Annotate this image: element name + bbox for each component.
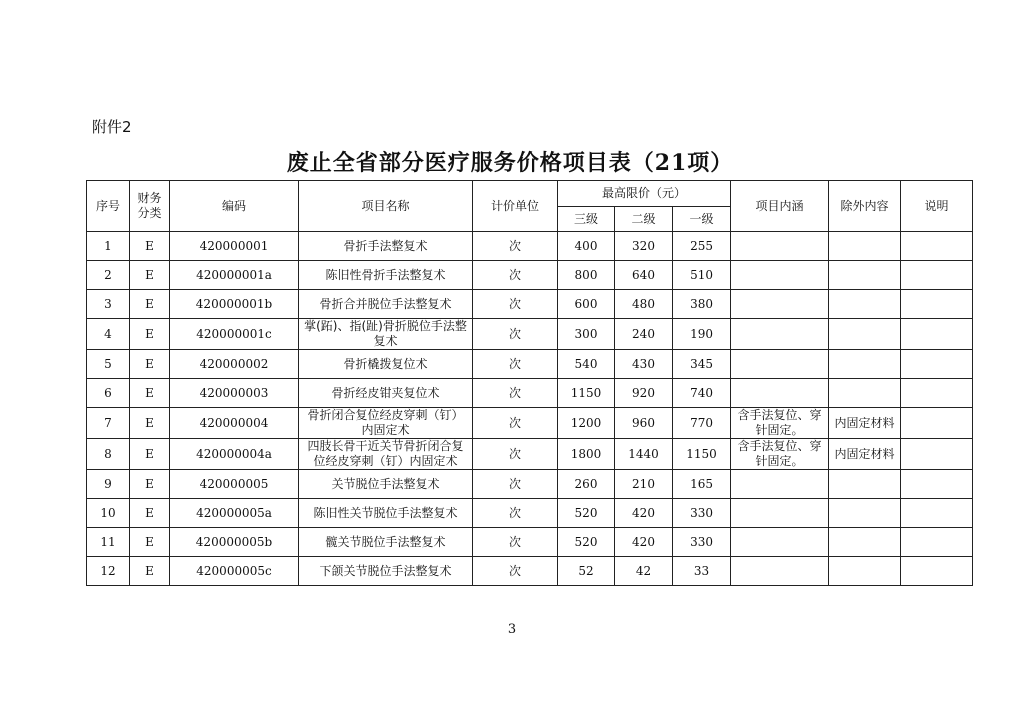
cell-note	[901, 470, 973, 499]
header-content: 项目内涵	[731, 181, 829, 232]
cell-level1: 165	[673, 470, 731, 499]
cell-level3: 1200	[558, 408, 615, 439]
cell-level3: 1150	[558, 379, 615, 408]
header-level1: 一级	[673, 207, 731, 232]
cell-category: E	[130, 499, 170, 528]
cell-note	[901, 261, 973, 290]
cell-code: 420000005	[170, 470, 299, 499]
header-note: 说明	[901, 181, 973, 232]
cell-note	[901, 319, 973, 350]
cell-level2: 1440	[615, 439, 673, 470]
cell-level1: 345	[673, 350, 731, 379]
cell-level2: 640	[615, 261, 673, 290]
cell-content	[731, 379, 829, 408]
table-body	[87, 232, 973, 586]
cell-content	[731, 232, 829, 261]
header-row	[87, 181, 973, 207]
table-row	[87, 379, 973, 408]
cell-level1: 380	[673, 290, 731, 319]
cell-level2: 42	[615, 557, 673, 586]
cell-unit: 次	[473, 439, 558, 470]
table-row	[87, 439, 973, 470]
cell-level3: 1800	[558, 439, 615, 470]
cell-category: E	[130, 379, 170, 408]
cell-seq: 7	[87, 408, 130, 439]
cell-level1: 255	[673, 232, 731, 261]
cell-category: E	[130, 319, 170, 350]
cell-level2: 430	[615, 350, 673, 379]
cell-level2: 420	[615, 499, 673, 528]
cell-note	[901, 379, 973, 408]
table-row	[87, 232, 973, 261]
cell-code: 420000003	[170, 379, 299, 408]
header-name: 项目名称	[299, 181, 473, 232]
cell-level3: 540	[558, 350, 615, 379]
cell-seq: 12	[87, 557, 130, 586]
cell-name: 髋关节脱位手法整复术	[299, 528, 473, 557]
cell-level1: 1150	[673, 439, 731, 470]
cell-content	[731, 470, 829, 499]
cell-content	[731, 261, 829, 290]
cell-code: 420000001b	[170, 290, 299, 319]
table-row	[87, 557, 973, 586]
cell-exclusion	[829, 499, 901, 528]
cell-level1: 33	[673, 557, 731, 586]
cell-code: 420000001a	[170, 261, 299, 290]
cell-level2: 920	[615, 379, 673, 408]
table-row	[87, 290, 973, 319]
cell-exclusion	[829, 470, 901, 499]
cell-seq: 10	[87, 499, 130, 528]
cell-exclusion: 内固定材料	[829, 439, 901, 470]
table-row	[87, 350, 973, 379]
cell-level3: 600	[558, 290, 615, 319]
cell-level2: 240	[615, 319, 673, 350]
cell-content	[731, 319, 829, 350]
table-row	[87, 319, 973, 350]
cell-code: 420000004a	[170, 439, 299, 470]
cell-level1: 510	[673, 261, 731, 290]
cell-unit: 次	[473, 232, 558, 261]
cell-exclusion	[829, 557, 901, 586]
cell-name: 陈旧性关节脱位手法整复术	[299, 499, 473, 528]
cell-content	[731, 528, 829, 557]
cell-code: 420000005b	[170, 528, 299, 557]
cell-unit: 次	[473, 499, 558, 528]
cell-seq: 4	[87, 319, 130, 350]
table-row	[87, 408, 973, 439]
cell-code: 420000001	[170, 232, 299, 261]
cell-name: 陈旧性骨折手法整复术	[299, 261, 473, 290]
cell-content: 含手法复位、穿针固定。	[731, 439, 829, 470]
cell-note	[901, 557, 973, 586]
cell-level3: 52	[558, 557, 615, 586]
cell-content	[731, 499, 829, 528]
cell-exclusion	[829, 379, 901, 408]
cell-name: 骨折手法整复术	[299, 232, 473, 261]
price-table	[86, 180, 973, 586]
cell-code: 420000005c	[170, 557, 299, 586]
cell-name: 四肢长骨干近关节骨折闭合复位经皮穿刺（钉）内固定术	[299, 439, 473, 470]
cell-category: E	[130, 232, 170, 261]
cell-level1: 740	[673, 379, 731, 408]
cell-seq: 8	[87, 439, 130, 470]
cell-category: E	[130, 290, 170, 319]
cell-level3: 800	[558, 261, 615, 290]
cell-seq: 9	[87, 470, 130, 499]
header-exclusion: 除外内容	[829, 181, 901, 232]
header-unit: 计价单位	[473, 181, 558, 232]
cell-category: E	[130, 408, 170, 439]
cell-seq: 1	[87, 232, 130, 261]
table-row	[87, 528, 973, 557]
cell-code: 420000002	[170, 350, 299, 379]
cell-note	[901, 499, 973, 528]
cell-name: 下颌关节脱位手法整复术	[299, 557, 473, 586]
cell-name: 掌(跖)、指(趾)骨折脱位手法整复术	[299, 319, 473, 350]
attachment-label: 附件2	[92, 118, 132, 136]
cell-level3: 260	[558, 470, 615, 499]
cell-exclusion	[829, 261, 901, 290]
cell-exclusion	[829, 319, 901, 350]
cell-category: E	[130, 439, 170, 470]
header-level3: 三级	[558, 207, 615, 232]
cell-name: 骨折合并脱位手法整复术	[299, 290, 473, 319]
cell-code: 420000001c	[170, 319, 299, 350]
cell-exclusion	[829, 528, 901, 557]
cell-content	[731, 290, 829, 319]
cell-note	[901, 232, 973, 261]
cell-level3: 520	[558, 528, 615, 557]
cell-name: 骨折橇拨复位术	[299, 350, 473, 379]
cell-category: E	[130, 528, 170, 557]
cell-seq: 2	[87, 261, 130, 290]
cell-category: E	[130, 557, 170, 586]
cell-level1: 770	[673, 408, 731, 439]
cell-seq: 6	[87, 379, 130, 408]
cell-level2: 420	[615, 528, 673, 557]
cell-unit: 次	[473, 408, 558, 439]
header-level2: 二级	[615, 207, 673, 232]
table-row	[87, 499, 973, 528]
cell-exclusion	[829, 232, 901, 261]
cell-level3: 300	[558, 319, 615, 350]
cell-note	[901, 290, 973, 319]
cell-unit: 次	[473, 379, 558, 408]
cell-unit: 次	[473, 350, 558, 379]
table-row	[87, 470, 973, 499]
header-max-price: 最高限价（元）	[558, 181, 731, 207]
cell-unit: 次	[473, 290, 558, 319]
cell-note	[901, 528, 973, 557]
cell-code: 420000004	[170, 408, 299, 439]
cell-name: 骨折闭合复位经皮穿刺（钉）内固定术	[299, 408, 473, 439]
cell-note	[901, 408, 973, 439]
cell-name: 关节脱位手法整复术	[299, 470, 473, 499]
cell-level1: 330	[673, 499, 731, 528]
cell-content: 含手法复位、穿针固定。	[731, 408, 829, 439]
cell-category: E	[130, 470, 170, 499]
cell-content	[731, 350, 829, 379]
header-code: 编码	[170, 181, 299, 232]
cell-level3: 520	[558, 499, 615, 528]
cell-level1: 190	[673, 319, 731, 350]
cell-level2: 210	[615, 470, 673, 499]
cell-seq: 11	[87, 528, 130, 557]
cell-level2: 480	[615, 290, 673, 319]
cell-category: E	[130, 350, 170, 379]
cell-level2: 960	[615, 408, 673, 439]
cell-exclusion	[829, 350, 901, 379]
cell-note	[901, 350, 973, 379]
cell-unit: 次	[473, 319, 558, 350]
page-number: 3	[507, 622, 517, 637]
cell-unit: 次	[473, 557, 558, 586]
cell-name: 骨折经皮钳夹复位术	[299, 379, 473, 408]
cell-level2: 320	[615, 232, 673, 261]
cell-note	[901, 439, 973, 470]
cell-exclusion	[829, 290, 901, 319]
cell-unit: 次	[473, 528, 558, 557]
cell-seq: 3	[87, 290, 130, 319]
cell-code: 420000005a	[170, 499, 299, 528]
cell-unit: 次	[473, 261, 558, 290]
header-seq: 序号	[87, 181, 130, 232]
cell-unit: 次	[473, 470, 558, 499]
cell-content	[731, 557, 829, 586]
cell-seq: 5	[87, 350, 130, 379]
cell-level3: 400	[558, 232, 615, 261]
cell-exclusion: 内固定材料	[829, 408, 901, 439]
cell-category: E	[130, 261, 170, 290]
document-title: 废止全省部分医疗服务价格项目表（21项）	[286, 150, 734, 176]
header-category: 财务分类	[130, 181, 170, 232]
table-row	[87, 261, 973, 290]
cell-level1: 330	[673, 528, 731, 557]
